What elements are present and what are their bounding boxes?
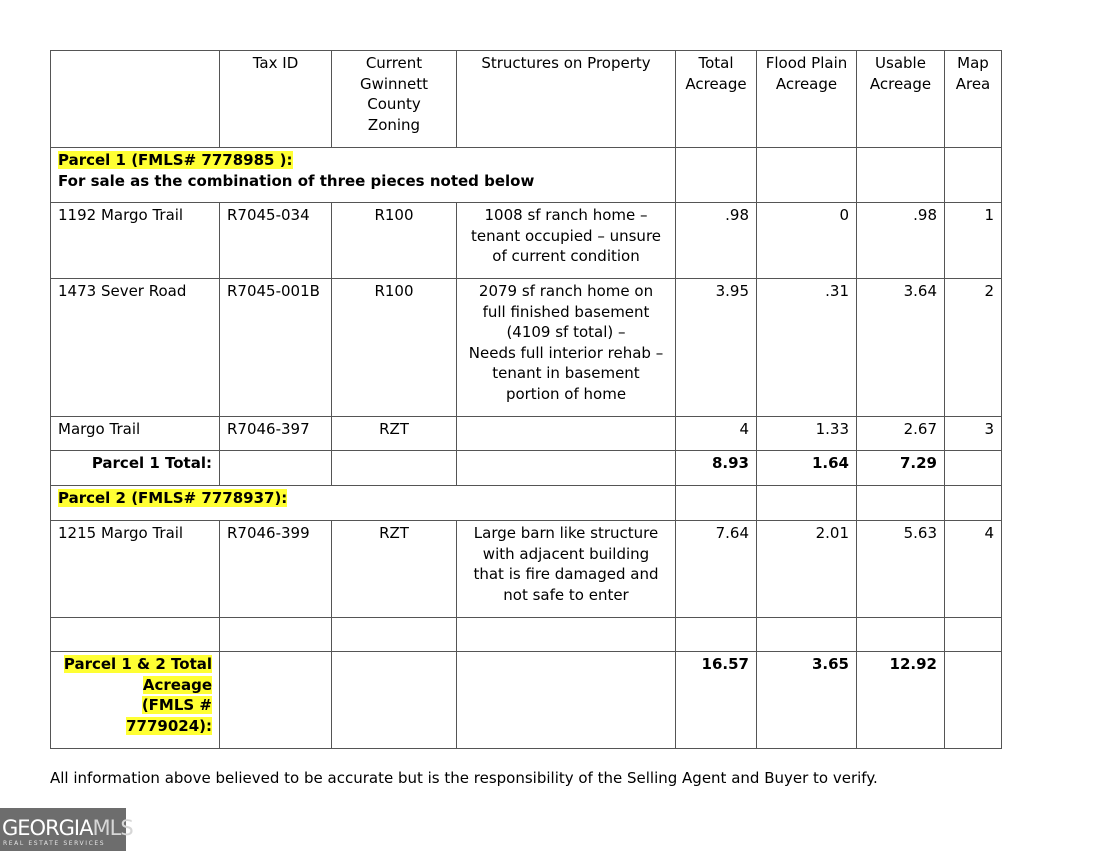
parcel1-total-label: Parcel 1 Total:	[51, 451, 220, 486]
empty-cell	[857, 148, 945, 203]
empty-cell	[676, 148, 757, 203]
header-structures: Structures on Property	[457, 51, 676, 148]
address-cell: Margo Trail	[51, 417, 220, 451]
empty-cell	[945, 486, 1002, 521]
zoning-cell: R100	[332, 203, 457, 279]
zoning-cell: RZT	[332, 417, 457, 451]
flood-plain-cell: 1.33	[757, 417, 857, 451]
table-row	[51, 279, 1002, 417]
empty-cell	[857, 486, 945, 521]
empty-row	[51, 618, 1002, 652]
empty-cell	[332, 451, 457, 486]
empty-cell	[757, 618, 857, 652]
structures-cell: 2079 sf ranch home on full finished basement (4109 sf total) – Needs full interior rehab – tenant in basement portion of home	[457, 279, 676, 417]
header-blank-cell	[51, 51, 220, 148]
empty-cell	[457, 652, 676, 749]
header-tax-id: Tax ID	[220, 51, 332, 148]
parcel1-subtitle: For sale as the combination of three pieces noted below	[58, 171, 535, 190]
parcel2-header-row	[51, 486, 1002, 521]
structures-cell: Large barn like structure with adjacent building that is fire damaged and not safe to enter	[457, 521, 676, 618]
tax-id-cell: R7046-397	[220, 417, 332, 451]
table-row	[51, 521, 1002, 618]
total-acreage-cell: 7.64	[676, 521, 757, 618]
empty-cell	[332, 618, 457, 652]
tax-id-cell: R7046-399	[220, 521, 332, 618]
zoning-cell: RZT	[332, 521, 457, 618]
empty-cell	[332, 652, 457, 749]
empty-cell	[220, 618, 332, 652]
empty-cell	[945, 451, 1002, 486]
structures-cell: 1008 sf ranch home – tenant occupied – unsure of current condition	[457, 203, 676, 279]
empty-cell	[945, 652, 1002, 749]
parcel1-flood-plain-total: 1.64	[757, 451, 857, 486]
tax-id-cell: R7045-034	[220, 203, 332, 279]
empty-cell	[757, 486, 857, 521]
map-area-cell: 2	[945, 279, 1002, 417]
address-cell: 1192 Margo Trail	[51, 203, 220, 279]
zoning-cell: R100	[332, 279, 457, 417]
grand-total-label	[51, 652, 220, 749]
acreage-table	[50, 50, 1002, 749]
header-total-acreage: Total Acreage	[676, 51, 757, 148]
parcel1-usable-total: 7.29	[857, 451, 945, 486]
flood-plain-cell: 2.01	[757, 521, 857, 618]
empty-cell	[457, 451, 676, 486]
usable-acreage-cell: 5.63	[857, 521, 945, 618]
structures-cell	[457, 417, 676, 451]
parcel1-total-acreage: 8.93	[676, 451, 757, 486]
table-row	[51, 417, 1002, 451]
empty-cell	[220, 652, 332, 749]
parcel2-title: Parcel 2 (FMLS# 7778937):	[58, 489, 288, 507]
georgia-mls-logo	[0, 808, 133, 851]
grand-total-acreage: 16.57	[676, 652, 757, 749]
total-acreage-cell: 4	[676, 417, 757, 451]
empty-cell	[945, 148, 1002, 203]
parcel1-total-row	[51, 451, 1002, 486]
empty-cell	[757, 148, 857, 203]
logo-main-text: GEORGIA	[2, 816, 93, 840]
usable-acreage-cell: .98	[857, 203, 945, 279]
empty-cell	[676, 486, 757, 521]
grand-total-label-line: 7779024):	[126, 716, 212, 735]
grand-total-flood-plain: 3.65	[757, 652, 857, 749]
grand-total-row	[51, 652, 1002, 749]
parcel1-title: Parcel 1 (FMLS# 7778985 ):	[58, 151, 293, 169]
parcel2-header-cell	[51, 486, 676, 521]
disclaimer-note: All information above believed to be accurate but is the responsibility of the Selling Agent and Buyer to verify.	[50, 769, 878, 787]
usable-acreage-cell: 2.67	[857, 417, 945, 451]
logo-wordmark	[2, 816, 133, 840]
parcel1-header-row	[51, 148, 1002, 203]
total-acreage-cell: .98	[676, 203, 757, 279]
empty-cell	[457, 618, 676, 652]
empty-cell	[220, 451, 332, 486]
header-zoning: Current Gwinnett County Zoning	[332, 51, 457, 148]
tax-id-cell: R7045-001B	[220, 279, 332, 417]
header-usable-acreage: Usable Acreage	[857, 51, 945, 148]
usable-acreage-cell: 3.64	[857, 279, 945, 417]
grand-total-usable: 12.92	[857, 652, 945, 749]
parcel1-header-cell	[51, 148, 676, 203]
empty-cell	[51, 618, 220, 652]
header-row	[51, 51, 1002, 148]
flood-plain-cell: 0	[757, 203, 857, 279]
map-area-cell: 3	[945, 417, 1002, 451]
map-area-cell: 1	[945, 203, 1002, 279]
map-area-cell: 4	[945, 521, 1002, 618]
grand-total-label-line: Parcel 1 & 2 Total	[63, 655, 212, 673]
logo-tagline: REAL ESTATE SERVICES	[3, 840, 106, 847]
total-acreage-cell: 3.95	[676, 279, 757, 417]
grand-total-label-line: Acreage	[142, 675, 212, 694]
address-cell: 1215 Margo Trail	[51, 521, 220, 618]
empty-cell	[857, 618, 945, 652]
address-cell: 1473 Sever Road	[51, 279, 220, 417]
empty-cell	[676, 618, 757, 652]
grand-total-label-line: (FMLS #	[141, 696, 212, 714]
empty-cell	[945, 618, 1002, 652]
flood-plain-cell: .31	[757, 279, 857, 417]
header-map-area: Map Area	[945, 51, 1002, 148]
header-flood-plain-acreage: Flood Plain Acreage	[757, 51, 857, 148]
logo-accent-text: MLS	[92, 816, 133, 840]
table-row	[51, 203, 1002, 279]
